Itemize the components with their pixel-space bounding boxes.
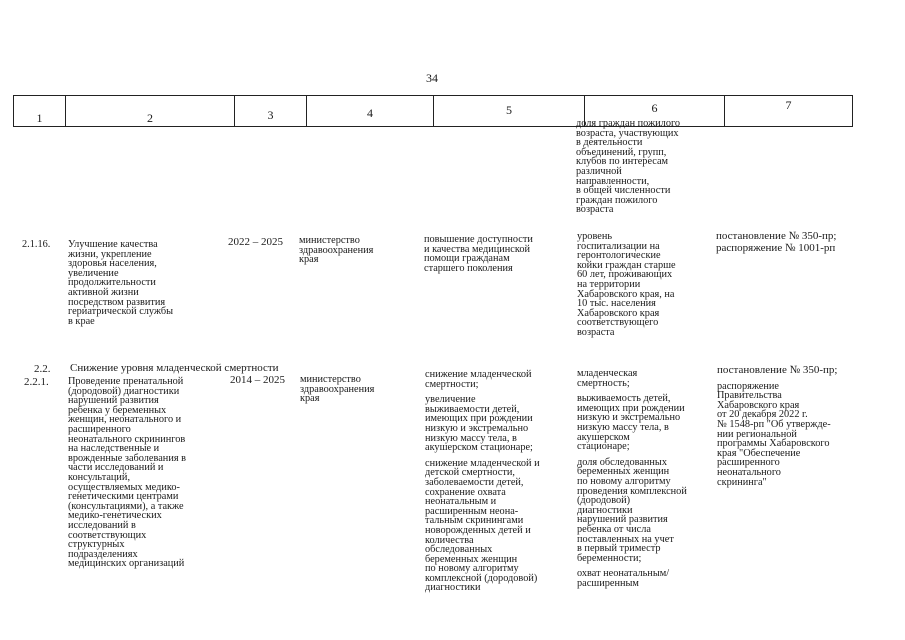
row-2-1-16-period: 2022 – 2025 — [228, 236, 283, 248]
row-2-1-16-indicator: уровень госпитализации на геронтологические койки граждан старше 60 лет, проживающих на территории Хабаровского края, на 10 тыс. населения Хабаровского края соответствующего возраста — [577, 231, 676, 338]
basis-item: постановление № 350-пр; — [717, 364, 838, 376]
row-2-2-1-results — [425, 370, 540, 593]
basis-item: распоряжение Правительства Хабаровского края от 20 декабря 2022 г. № 1548-рп "Об утвержде- нии региональной программы Хабаровского края "Обеспечение расширенного неонатального скрининга" — [717, 380, 831, 488]
header-col-3: 3 — [234, 96, 306, 126]
header-col-6: 6 — [584, 96, 724, 126]
indicator-item: выживаемость детей, имеющих при рождении низкую и экстремально низкую массу тела, в акушерском стационаре; — [577, 393, 685, 453]
row-2-2-1-executor: министерство здравоохранения края — [300, 374, 375, 405]
row-2-2-1-number: 2.2.1. — [24, 376, 49, 388]
row-2-1-16-basis: постановление № 350-пр; распоряжение № 1001-рп — [716, 230, 837, 254]
row-2-1-16-number: 2.1.16. — [22, 239, 51, 250]
row-2-2-1-name: Проведение пренатальной (дородовой) диагностики нарушений развития ребенка у беременных женщин, неонатального и расширенного неонатального скринингов на наследственные и врожденные заболевания в части исследований и консультаций, осуществляемых медико- генетическими центрами (консультациями), а также медико-генетических исследований в соответствующих структурных подразделениях медицинских организаций — [68, 376, 186, 570]
result-item: снижение младенческой и детской смертности, заболеваемости детей, сохранение охвата неонатальным и расширенным неона- тальным скринингами новорожденных детей и количества обследованных беременных женщин по новому алгоритму комплексной (дородовой) диагностики — [425, 457, 540, 594]
section-2-2-title: Снижение уровня младенческой смертности — [70, 362, 279, 374]
header-col-4: 4 — [306, 96, 433, 126]
result-item: снижение младенческой смертности; — [425, 369, 532, 390]
section-2-2-number: 2.2. — [34, 363, 51, 375]
indicator-item: младенческая смертность; — [577, 368, 638, 389]
page-number: 34 — [426, 71, 438, 85]
indicator-item: охват неонатальным/ расширенным — [577, 568, 670, 589]
row-2-2-1-indicators — [577, 369, 687, 588]
row-2-1-16-executor: министерство здравоохранения края — [299, 235, 374, 266]
indicator-item: доля обследованных беременных женщин по новому алгоритму проведения комплексной (дородовой) диагностики нарушений развития ребенка от числа поставленных на учет в первый триместр беременности; — [577, 456, 687, 564]
row-2-2-1-period: 2014 – 2025 — [230, 374, 285, 386]
continuation-indicator: доля граждан пожилого возраста, участвующих в деятельности объединений, групп, клубов по интересам различной направленности, в общей численности граждан пожилого возраста — [576, 118, 681, 216]
result-item: увеличение выживаемости детей, имеющих при рождении низкую и экстремально низкую массу тела, в акушерском стационаре; — [425, 394, 533, 454]
row-2-2-1-basis — [717, 366, 837, 487]
header-col-1: 1 — [13, 96, 65, 126]
row-2-1-16-name: Улучшение качества жизни, укрепление здоровья населения, увеличение продолжительности активной жизни посредством развития гериатрической службы в крае — [68, 239, 174, 327]
header-col-2: 2 — [65, 96, 234, 126]
header-col-7: 7 — [724, 96, 853, 126]
header-col-5: 5 — [433, 96, 584, 126]
table-header — [13, 95, 853, 127]
row-2-1-16-result: повышение доступности и качества медицинской помощи гражданам старшего поколения — [424, 234, 533, 274]
